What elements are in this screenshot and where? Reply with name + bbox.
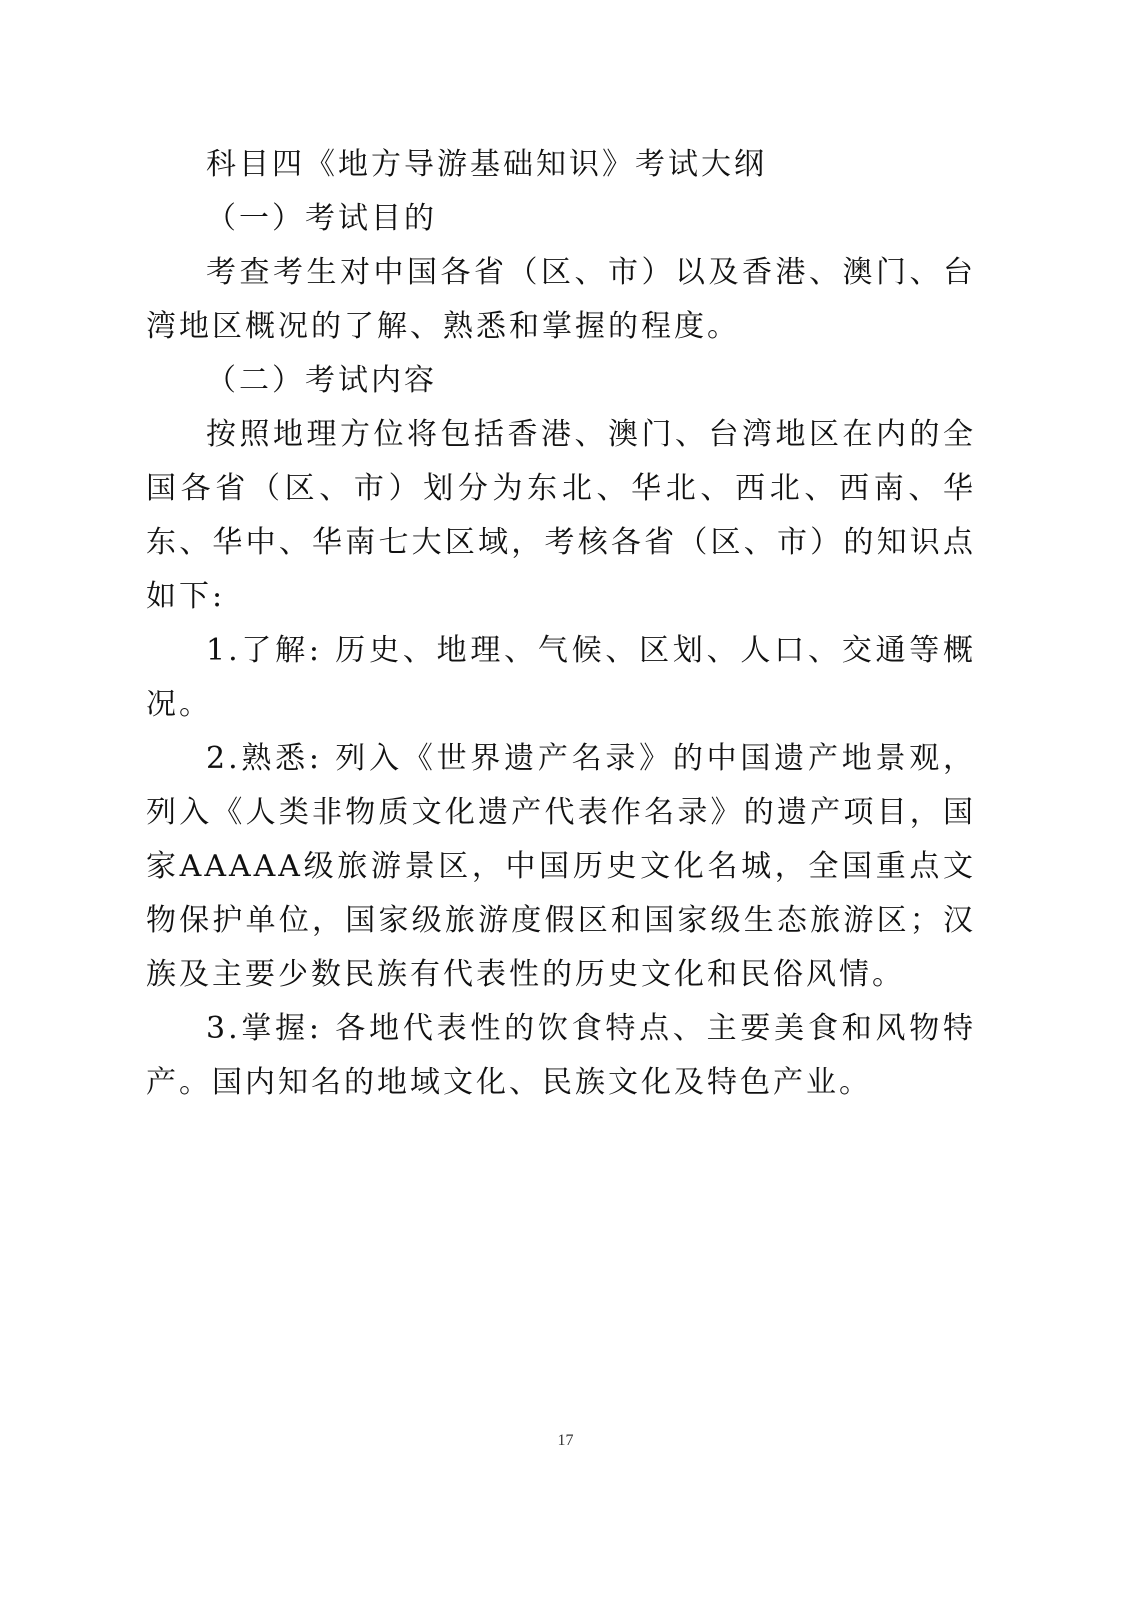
document-body <box>146 138 976 1110</box>
list-item-master: 3.掌握: 各地代表性的饮食特点、主要美食和风物特产。国内知名的地域文化、民族文化及特色产业。 <box>146 1011 976 1100</box>
section-text-purpose: 考查考生对中国各省（区、市）以及香港、澳门、台湾地区概况的了解、熟悉和掌握的程度。 <box>146 255 976 344</box>
list-item-understand: 1.了解: 历史、地理、气候、区划、人口、交通等概况。 <box>146 633 976 722</box>
document-title: 科目四《地方导游基础知识》考试大纲 <box>206 147 767 182</box>
list-item-familiar: 2.熟悉: 列入《世界遗产名录》的中国遗产地景观，列入《人类非物质文化遗产代表作名录》的遗产项目，国家AAAAA级旅游景区，中国历史文化名城，全国重点文物保护单位，国家级旅游度假区和国家级生态旅游区；汉族及主要少数民族有代表性的历史文化和民俗风情。 <box>146 741 976 992</box>
section-text-content-intro: 按照地理方位将包括香港、澳门、台湾地区在内的全国各省（区、市）划分为东北、华北、西北、西南、华东、华中、华南七大区域，考核各省（区、市）的知识点如下: <box>146 417 976 614</box>
section-heading-content: （二）考试内容 <box>206 363 437 398</box>
page-number: 17 <box>557 1432 574 1449</box>
section-heading-purpose: （一）考试目的 <box>206 201 437 236</box>
